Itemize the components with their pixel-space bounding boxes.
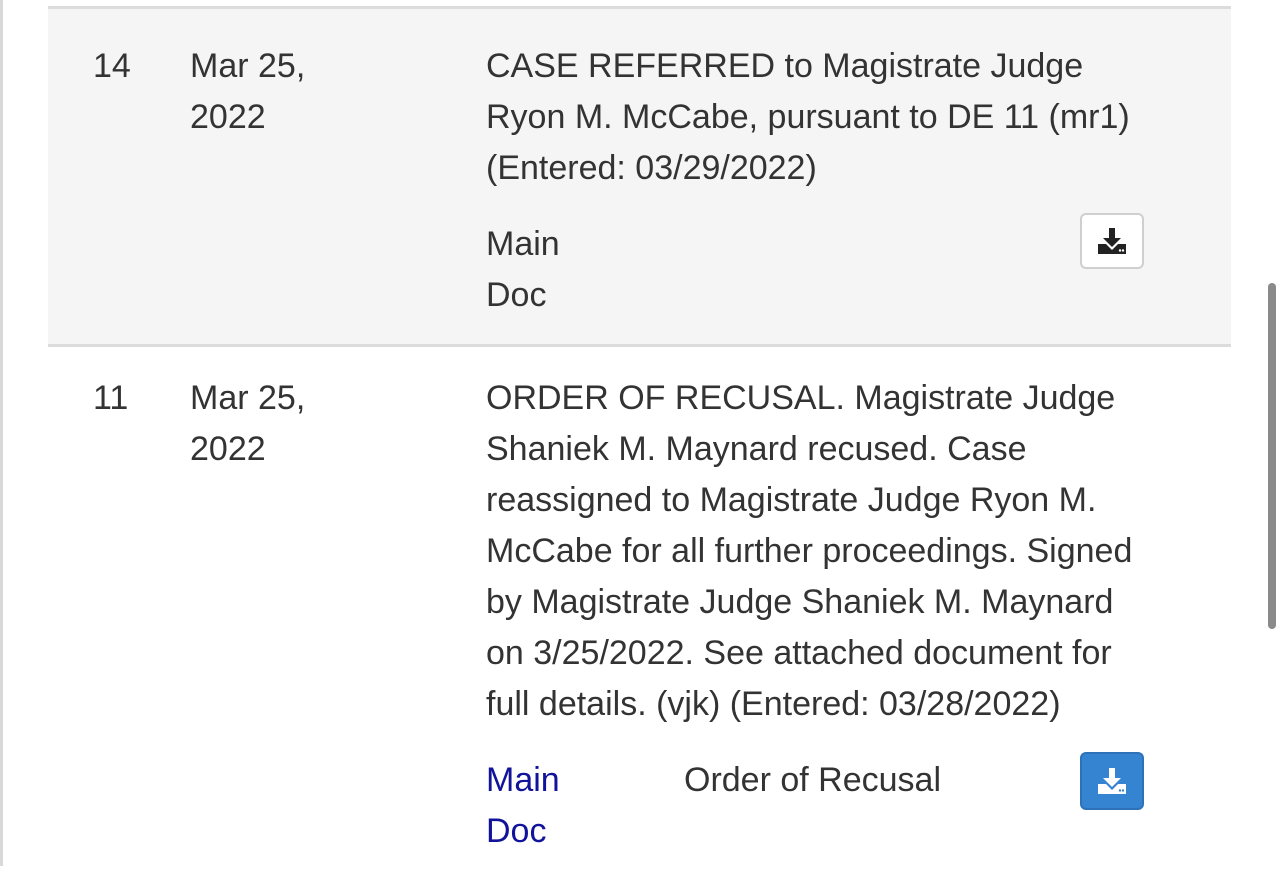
entry-date-line: 2022 xyxy=(190,430,266,468)
entry-description-line: by Magistrate Judge Shaniek M. Maynard xyxy=(486,583,1114,621)
download-button-disabled[interactable] xyxy=(1080,213,1144,269)
entry-description xyxy=(486,373,1206,730)
entry-date-line: 2022 xyxy=(190,98,266,136)
download-icon xyxy=(1097,767,1127,795)
entry-description-line: CASE REFERRED to Magistrate Judge xyxy=(486,47,1084,85)
entry-description-line: full details. (vjk) (Entered: 03/28/2022) xyxy=(486,685,1061,723)
entry-description-line: Shaniek M. Maynard recused. Case xyxy=(486,430,1027,468)
main-doc-link-line[interactable]: Doc xyxy=(486,812,547,850)
main-doc-label-line: Doc xyxy=(486,276,547,314)
docket-entries-table xyxy=(48,0,1231,878)
download-button[interactable] xyxy=(1080,752,1144,810)
entry-number: 11 xyxy=(93,379,129,417)
vertical-scrollbar[interactable] xyxy=(1268,283,1276,629)
main-doc-link-line[interactable]: Main xyxy=(486,761,560,799)
entry-number: 14 xyxy=(93,47,131,85)
entry-description-line: ORDER OF RECUSAL. Magistrate Judge xyxy=(486,379,1116,417)
entry-description-line: on 3/25/2022. See attached document for xyxy=(486,634,1112,672)
entry-date xyxy=(190,373,390,475)
entry-date-line: Mar 25, xyxy=(190,47,306,85)
entry-description xyxy=(486,41,1206,194)
main-doc-label xyxy=(486,219,606,321)
entry-date xyxy=(190,41,390,143)
download-icon xyxy=(1097,227,1127,255)
docket-entry-row xyxy=(48,6,1231,344)
entry-date-line: Mar 25, xyxy=(190,379,306,417)
document-title: Order of Recusal xyxy=(684,761,941,799)
entry-description-line: Ryon M. McCabe, pursuant to DE 11 (mr1) xyxy=(486,98,1130,136)
entry-description-line: McCabe for all further proceedings. Signed xyxy=(486,532,1133,570)
page-edge xyxy=(0,0,3,866)
main-doc-label-line: Main xyxy=(486,225,560,263)
main-doc-link[interactable] xyxy=(486,755,606,857)
entry-description-line: (Entered: 03/29/2022) xyxy=(486,149,817,187)
docket-entry-row xyxy=(48,344,1231,884)
entry-description-line: reassigned to Magistrate Judge Ryon M. xyxy=(486,481,1097,519)
